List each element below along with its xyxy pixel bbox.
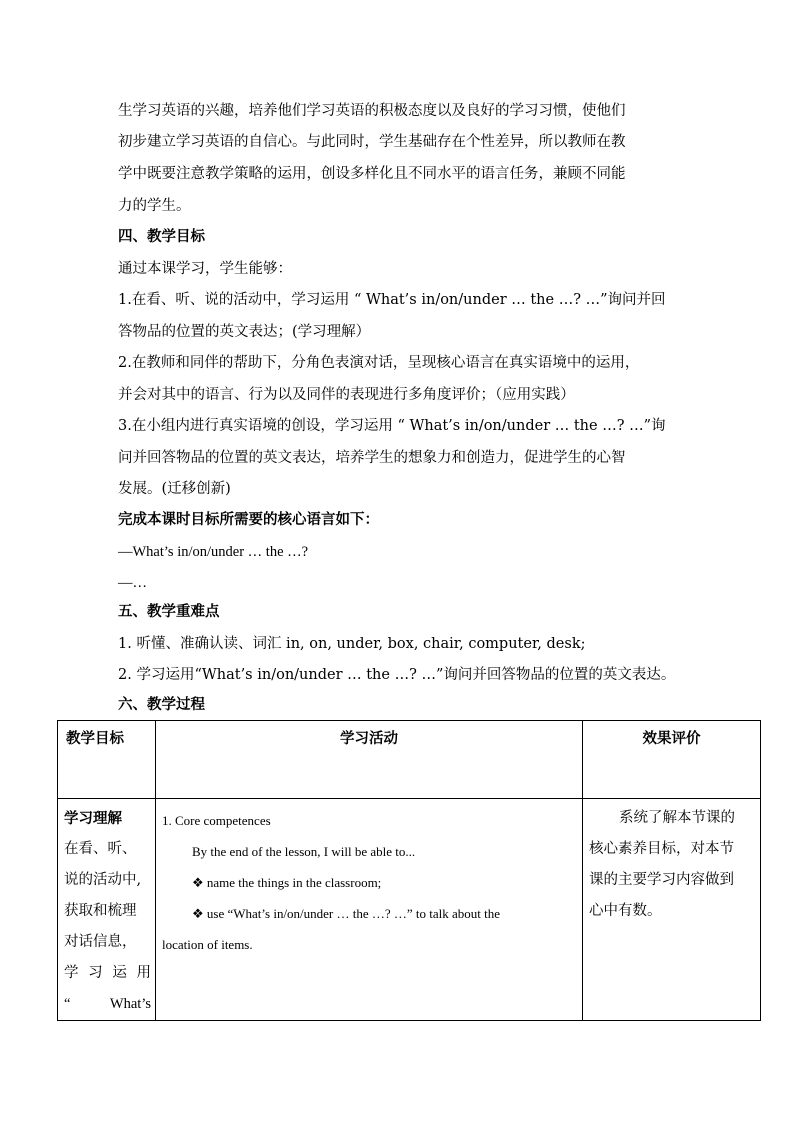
paragraph-line: 初步建立学习英语的自信心。与此同时，学生基础存在个性差异，所以教师在教 xyxy=(118,134,626,150)
teaching-process-table xyxy=(57,720,761,1021)
table-row xyxy=(58,799,761,1021)
goal-line-justified xyxy=(64,989,151,1020)
section-heading-process: 六、教学过程 xyxy=(118,696,205,713)
activity-bullet: ❖ use “What’s in/on/under … the …? …” to talk about the xyxy=(192,906,501,921)
evaluation-line: 课的主要学习内容做到 xyxy=(589,872,734,888)
goal-char: 习 xyxy=(88,965,103,981)
table-header-row xyxy=(58,721,761,799)
goal-line: 说的活动中, xyxy=(64,872,142,888)
activity-bullet: ❖ name the things in the classroom; xyxy=(192,875,382,890)
key-point-line: 1. 听懂、准确认读、词汇 in, on, under, box, chair, computer, desk; xyxy=(118,636,586,652)
objective-2-line: 并会对其中的语言、行为以及同伴的表现进行多角度评价；（应用实践） xyxy=(118,387,575,403)
goal-line: 对话信息， xyxy=(64,934,137,950)
goal-char: 用 xyxy=(136,965,151,981)
paragraph-line: 力的学生。 xyxy=(118,198,191,214)
goal-cell xyxy=(58,799,156,1021)
paragraph-line: 生学习英语的兴趣，培养他们学习英语的积极态度以及良好的学习习惯，使他们 xyxy=(118,103,626,119)
objective-2-line: 2.在教师和同伴的帮助下，分角色表演对话，呈现核心语言在真实语境中的运用， xyxy=(118,355,640,371)
activity-line: location of items. xyxy=(162,937,253,952)
header-activity: 学习活动 xyxy=(156,721,583,799)
evaluation-line: 系统了解本节课的 xyxy=(619,810,735,826)
objective-1-line: 答物品的位置的英文表达；(学习理解） xyxy=(118,324,371,340)
key-point-line: 2. 学习运用“What’s in/on/under … the …? …”询问并回答物品的位置的英文表达。 xyxy=(118,667,676,683)
core-language-heading: 完成本课时目标所需要的核心语言如下： xyxy=(118,511,379,528)
paragraph-line: 学中既要注意教学策略的运用，创设多样化且不同水平的语言任务，兼顾不同能 xyxy=(118,166,626,182)
objective-3-line: 3.在小组内进行真实语境的创设，学习运用 “ What’s in/on/under … the …? …”询 xyxy=(118,418,666,434)
activity-heading: 1. Core competences xyxy=(162,813,271,828)
objective-3-line: 发展。(迁移创新) xyxy=(118,481,231,497)
goal-char: 运 xyxy=(112,965,127,981)
section-heading-key-points: 五、教学重难点 xyxy=(118,603,220,620)
section-heading-objectives: 四、教学目标 xyxy=(118,228,205,245)
goal-char: 学 xyxy=(64,965,79,981)
activity-line: By the end of the lesson, I will be able to... xyxy=(192,844,416,859)
core-language-answer: —… xyxy=(118,575,147,591)
evaluation-cell xyxy=(583,799,761,1021)
evaluation-line: 心中有数。 xyxy=(589,903,662,919)
paragraph-line: 通过本课学习，学生能够： xyxy=(118,261,292,277)
objective-1-line: 1.在看、听、说的活动中，学习运用 “ What’s in/on/under … the …? …”询问并回 xyxy=(118,292,666,308)
goal-quote: “ xyxy=(64,996,71,1012)
header-evaluation: 效果评价 xyxy=(583,721,761,799)
goal-line: 在看、听、 xyxy=(64,841,137,857)
goal-title: 学习理解 xyxy=(64,810,122,827)
goal-line-justified xyxy=(64,958,151,989)
goal-line: 获取和梳理 xyxy=(64,903,137,919)
header-goal: 教学目标 xyxy=(58,721,156,799)
activity-cell xyxy=(156,799,583,1021)
objective-3-line: 问并回答物品的位置的英文表达，培养学生的想象力和创造力，促进学生的心智 xyxy=(118,450,626,466)
evaluation-line: 核心素养目标，对本节 xyxy=(589,841,734,857)
goal-word: What’s xyxy=(109,996,151,1012)
core-language-question: —What’s in/on/under … the …? xyxy=(118,544,309,560)
